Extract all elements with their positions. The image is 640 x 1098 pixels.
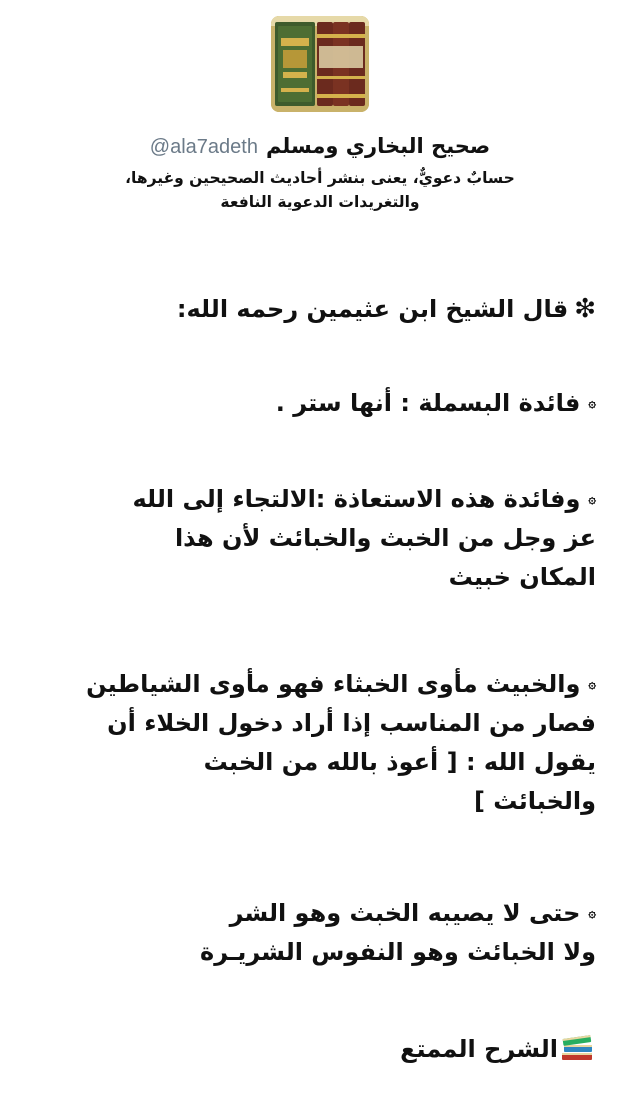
paragraph-line: ۞فائدة البسملة : أنها ستر . xyxy=(36,384,596,423)
paragraph-line: ۞حتى لا يصيبه الخبث وهو الشر xyxy=(36,894,596,933)
paragraph xyxy=(36,894,596,972)
source-text: الشرح الممتع xyxy=(400,1035,558,1063)
post-heading xyxy=(36,290,596,329)
paragraph xyxy=(36,665,596,821)
ornament-bullet-icon: ۞ xyxy=(588,492,596,507)
paragraph-line: ولا الخبائث وهو النفوس الشريـرة xyxy=(200,938,596,966)
profile-name-row xyxy=(40,134,600,164)
profile-header xyxy=(40,134,600,214)
book-volumes-avatar-icon xyxy=(271,16,369,112)
paragraph-line: فصار من المناسب إذا أراد دخول الخلاء أن xyxy=(107,709,596,737)
paragraph xyxy=(36,480,596,597)
bio-line: والتغريدات الدعوية النافعة xyxy=(220,193,420,211)
ornament-bullet-icon: ۞ xyxy=(588,677,596,692)
username-handle[interactable]: @ala7adeth xyxy=(149,136,258,158)
source-citation xyxy=(36,1030,596,1069)
paragraph xyxy=(36,384,596,423)
heading-text: قال الشيخ ابن عثيمين رحمه الله: xyxy=(176,295,569,323)
paragraph-line: ۞وفائدة هذه الاستعاذة :الالتجاء إلى الله xyxy=(36,480,596,519)
paragraph-line: عز وجل من الخبث والخبائث لأن هذا xyxy=(174,524,596,552)
bio-line: حسابٌ دعويٌّ، يعنى بنشر أحاديث الصحيحين وغيرها، xyxy=(125,169,515,187)
paragraph-line: والخبائث ] xyxy=(473,787,596,815)
ornament-bullet-icon: ۞ xyxy=(588,906,596,921)
paragraph-line: المكان خبيث xyxy=(448,563,596,591)
paragraph-line: يقول الله : [ أعوذ بالله من الخبث xyxy=(203,748,596,776)
profile-bio xyxy=(40,166,600,214)
ornament-bullet-icon: ۞ xyxy=(588,396,596,411)
display-name[interactable]: صحيح البخاري ومسلم xyxy=(265,134,491,158)
paragraph-line: ۞والخبيث مأوى الخبثاء فهو مأوى الشياطين xyxy=(36,665,596,704)
books-icon xyxy=(560,1033,596,1063)
sparkle-icon: ❇ xyxy=(574,294,596,324)
avatar[interactable] xyxy=(271,16,369,112)
